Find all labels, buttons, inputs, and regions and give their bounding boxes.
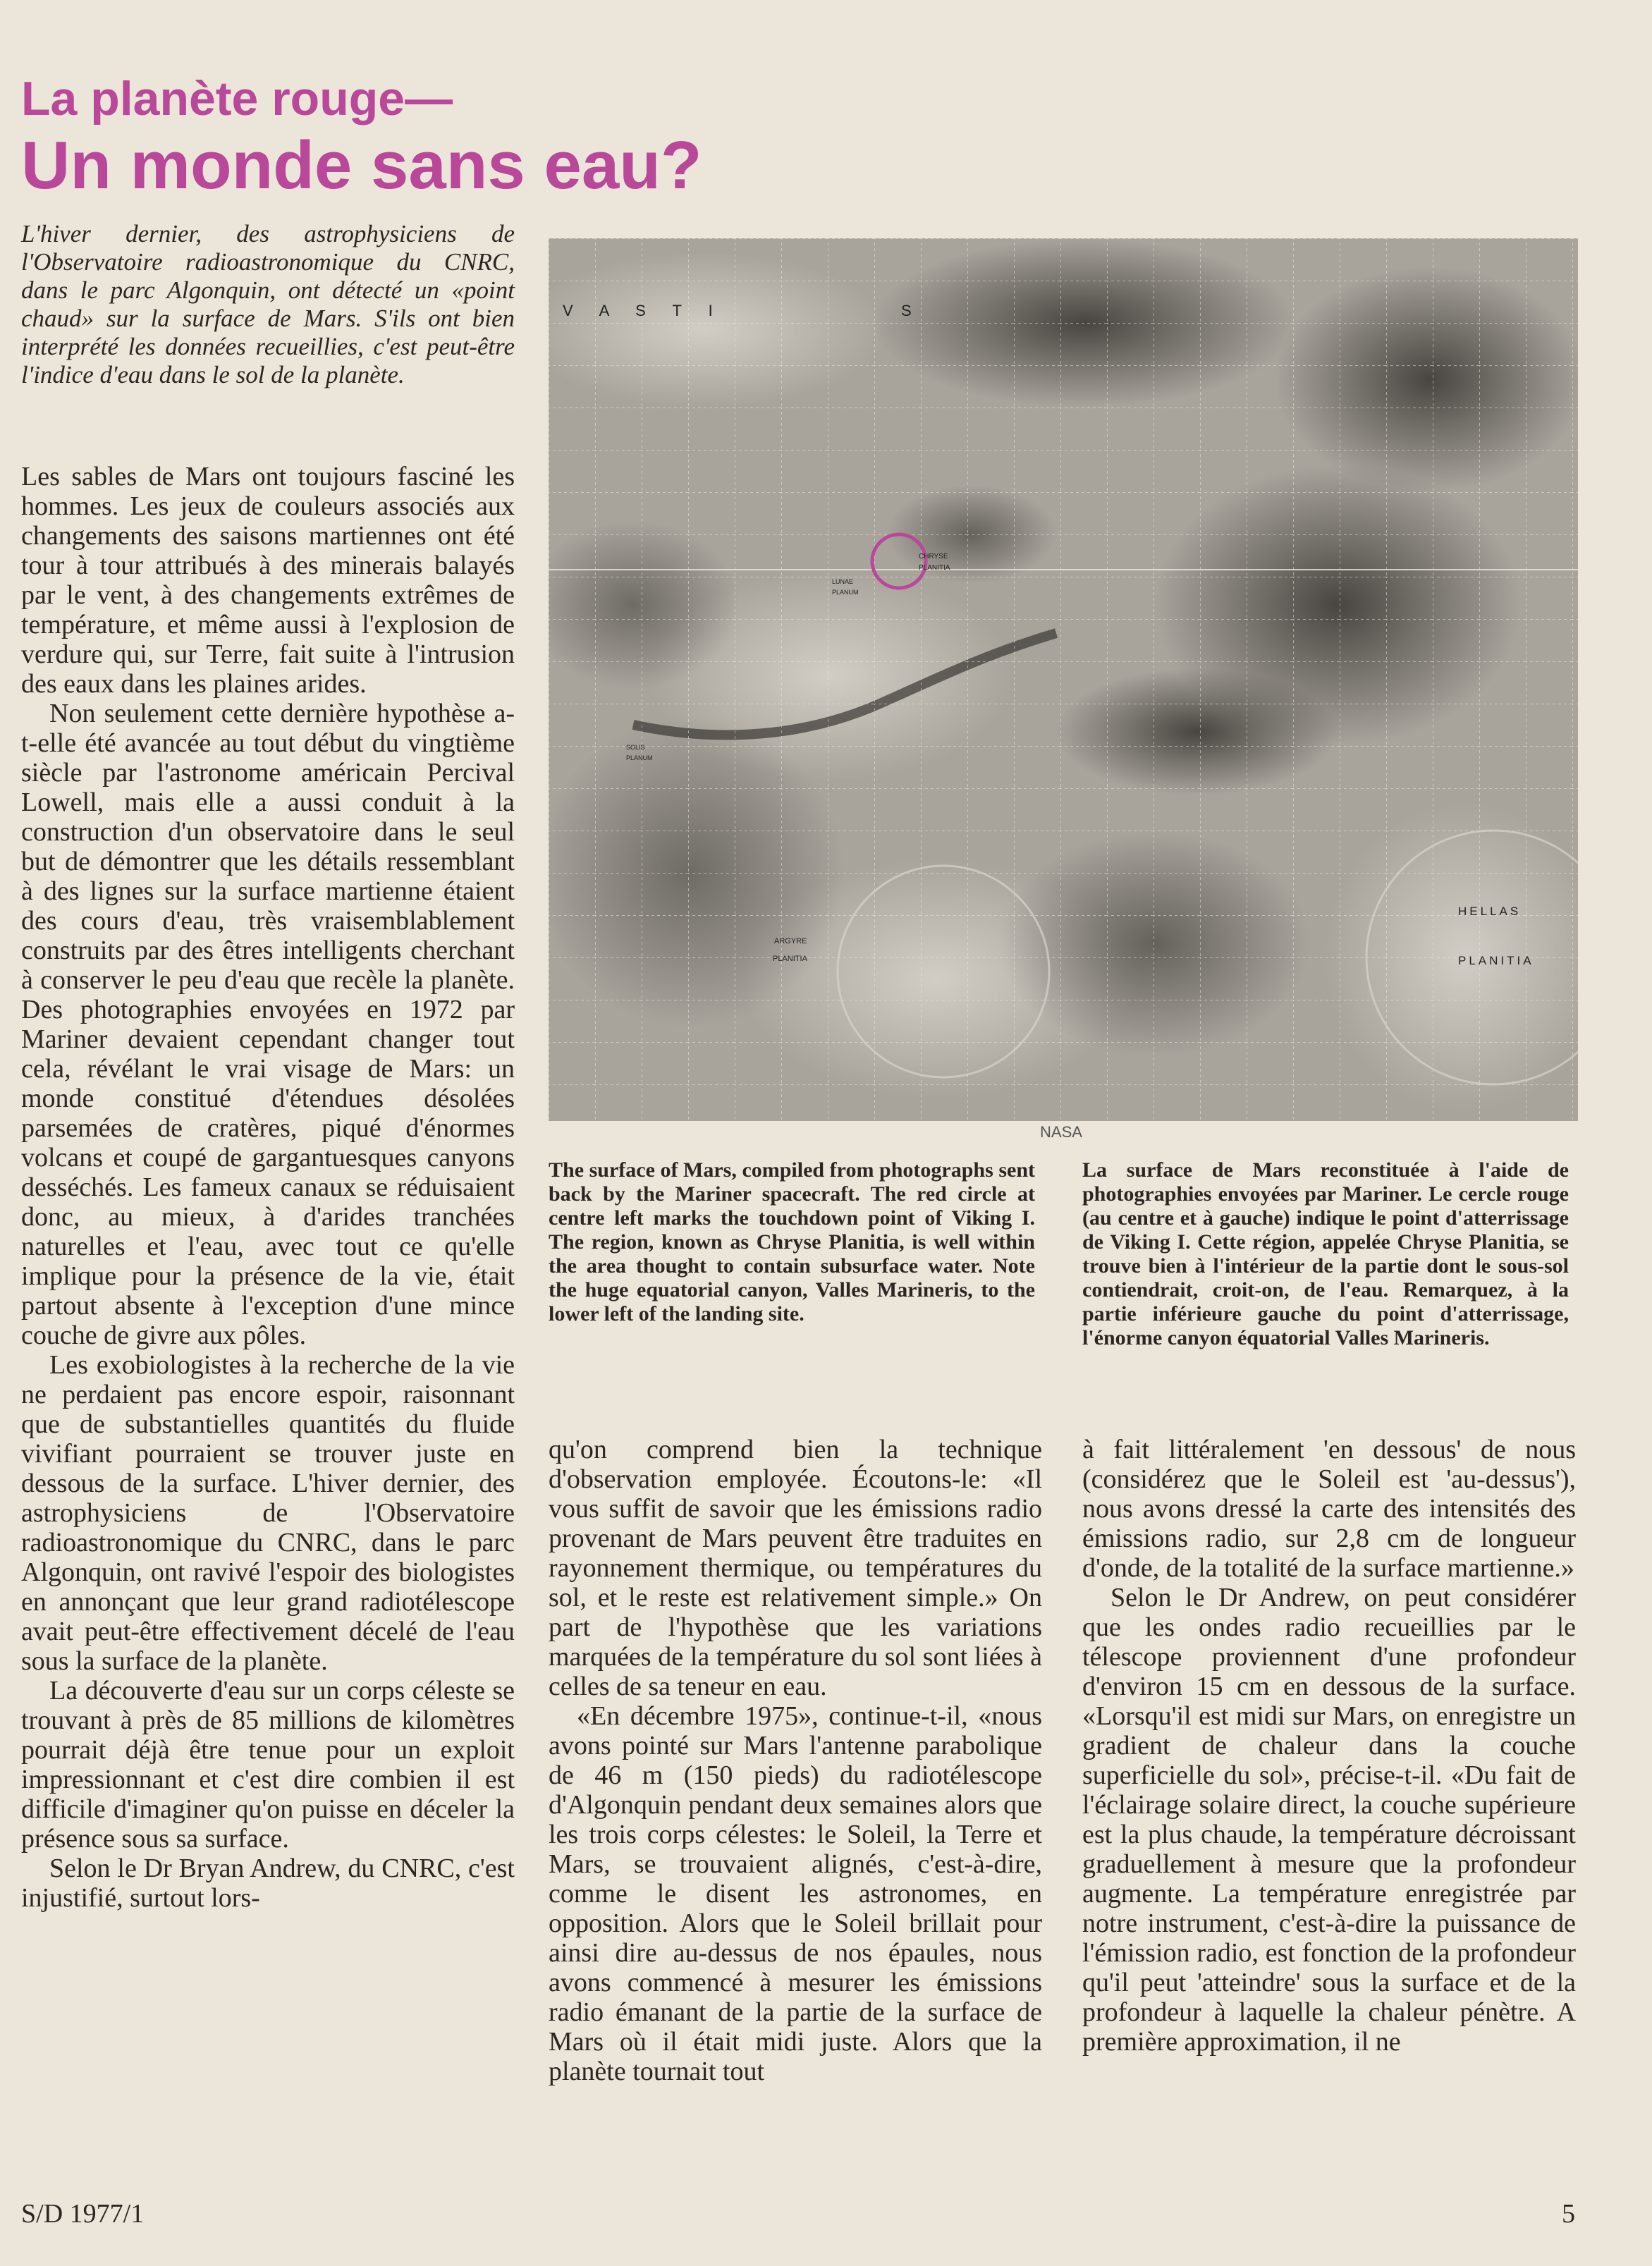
map-label: SOLIS — [626, 744, 645, 751]
paragraph: Selon le Dr Bryan Andrew, du CNRC, c'est injustifié, surtout lors- — [21, 1854, 515, 1913]
map-label: ARGYRE — [774, 937, 807, 945]
article-column-1 — [21, 462, 515, 1913]
photo-credit: NASA — [1040, 1123, 1082, 1141]
mars-map-image — [549, 238, 1578, 1121]
title-line-1: La planète rouge— — [21, 72, 453, 125]
paragraph: Selon le Dr Andrew, on peut considérer que les ondes radio recueillies par le télescope proviennent d'une profondeur d'environ 15 cm en dessous de la surface. «Lorsqu'il est midi sur Mars, on enregistre un gradient de chaleur dans la couche superficielle du sol», précise-t-il. «Du fait de l'éclairage solaire direct, la couche supérieure est la plus chaude, la température décroissant graduellement à mesure que la profondeur augmente. La température enregistrée par notre instrument, c'est-à-dire la puissance de l'émission radio, est fonction de la profondeur qu'il peut 'atteindre' sous la surface et de la profondeur à laquelle la chaleur pénètre. A première approximation, il ne — [1082, 1583, 1576, 2057]
caption-french: La surface de Mars reconstituée à l'aide de photographies envoyées par Mariner. Le cercle rouge (au centre et à gauche) indique le point d'atterrissage de Viking I. Cette région, appelée Chryse Planitia, se trouve bien à l'intérieur de la partie dont le sous-sol contiendrait, croit-on, de l'eau. Remarquez, à la partie inférieure gauche du point d'atterrissage, l'énorme canyon équatorial Valles Marineris. — [1082, 1158, 1569, 1349]
map-label: S — [901, 302, 912, 319]
map-label: PLANITIA — [919, 564, 950, 572]
issue-label: S/D 1977/1 — [21, 2199, 145, 2229]
article-column-2 — [549, 1435, 1042, 2086]
map-label: PLANUM — [832, 589, 859, 596]
map-label: PLANITIA — [1458, 954, 1534, 967]
map-label: HELLAS — [1458, 905, 1522, 918]
article-column-3 — [1082, 1435, 1576, 2057]
map-label: V A S T I — [563, 302, 724, 319]
map-label: CHRYSE — [919, 553, 948, 561]
page-number: 5 — [1562, 2199, 1575, 2229]
paragraph: qu'on comprend bien la technique d'observation employée. Écoutons-le: «Il vous suffit de savoir que les émissions radio provenant de Mars peuvent être traduites en rayonnement thermique, ou températures du sol, et le reste est relativement simple.» On part de l'hypothèse que les variations marquées de la température du sol sont liées à celles de sa teneur en eau. — [549, 1435, 1042, 1701]
map-label: PLANUM — [626, 754, 653, 761]
paragraph: Les exobiologistes à la recherche de la vie ne perdaient pas encore espoir, raisonnant que de substantielles quantités du fluide vivifiant pourraient se trouver juste en dessous de la surface. L'hiver dernier, des astrophysiciens de l'Observatoire radioastronomique du CNRC, dans le parc Algonquin, ont ravivé l'espoir des biologistes en annonçant que leur grand radiotélescope avait peut-être effectivement décelé de l'eau sous la surface de la planète. — [21, 1350, 515, 1676]
paragraph: «En décembre 1975», continue-t-il, «nous avons pointé sur Mars l'antenne parabolique de 46 m (150 pieds) du radiotélescope d'Algonquin pendant deux semaines alors que les trois corps célestes: le Soleil, la Terre et Mars, se trouvaient alignés, c'est-à-dire, comme le disent les astronomes, en opposition. Alors que le Soleil brillait pour ainsi dire au-dessus de nos épaules, nous avons commencé à mesurer les émissions radio émanant de la partie de la surface de Mars où il était midi juste. Alors que la planète tournait tout — [549, 1701, 1042, 2086]
title-line-2: Un monde sans eau? — [21, 128, 702, 203]
paragraph: La découverte d'eau sur un corps céleste se trouvant à près de 85 millions de kilomètres pourrait déjà être tenue pour un exploit impressionnant et c'est dire combien il est difficile d'imaginer qu'on puisse en déceler la présence sous sa surface. — [21, 1676, 515, 1854]
paragraph: à fait littéralement 'en dessous' de nous (considérez que le Soleil est 'au-dessus'), nous avons dressé la carte des intensités des émissions radio, sur 2,8 cm de longueur d'onde, de la totalité de la surface martienne.» — [1082, 1435, 1576, 1583]
mars-map-figure — [549, 238, 1578, 1121]
caption-english: The surface of Mars, compiled from photographs sent back by the Mariner spacecraft. The red circle at centre left marks the touchdown point of Viking I. The region, known as Chryse Planitia, is well within the area thought to contain subsurface water. Note the huge equatorial canyon, Valles Marineris, to the lower left of the landing site. — [549, 1158, 1035, 1325]
paragraph: Non seulement cette dernière hypothèse a-t-elle été avancée au tout début du vingtième siècle par l'astronome américain Percival Lowell, mais elle a aussi conduit à la construction d'un observatoire dans le seul but de démontrer que les détails ressemblant à des lignes sur la surface martienne étaient des cours d'eau, très vraisemblablement construits par des êtres intelligents cherchant à conserver le peu d'eau que recèle la planète. Des photographies envoyées en 1972 par Mariner devaient cependant changer tout cela, révélant le vrai visage de Mars: un monde constitué d'étendues désolées parsemées de cratères, piqué d'énormes volcans et coupé de gargantuesques canyons desséchés. Les fameux canaux se réduisaient donc, au mieux, à d'arides tranchées naturelles et l'eau, avec tout ce qu'elle implique pour la présence de la vie, était partout absente à l'exception d'une mince couche de givre aux pôles. — [21, 699, 515, 1350]
lead-paragraph: L'hiver dernier, des astrophysiciens de l'Observatoire radioastronomique du CNRC, dans le parc Algonquin, ont détecté un «point chaud» sur la surface de Mars. S'ils ont bien interprété les données recueillies, c'est peut-être l'indice d'eau dans le sol de la planète. — [21, 220, 515, 388]
map-label: LUNAE — [832, 578, 854, 585]
paragraph: Les sables de Mars ont toujours fasciné les hommes. Les jeux de couleurs associés aux changements des saisons martiennes ont été tour à tour attribués à des minerais balayés par le vent, à des changements extrêmes de température, et même aussi à l'explosion de verdure qui, sur Terre, fait suite à l'intrusion des eaux dans les plaines arides. — [21, 462, 515, 699]
map-label: PLANITIA — [773, 955, 807, 963]
